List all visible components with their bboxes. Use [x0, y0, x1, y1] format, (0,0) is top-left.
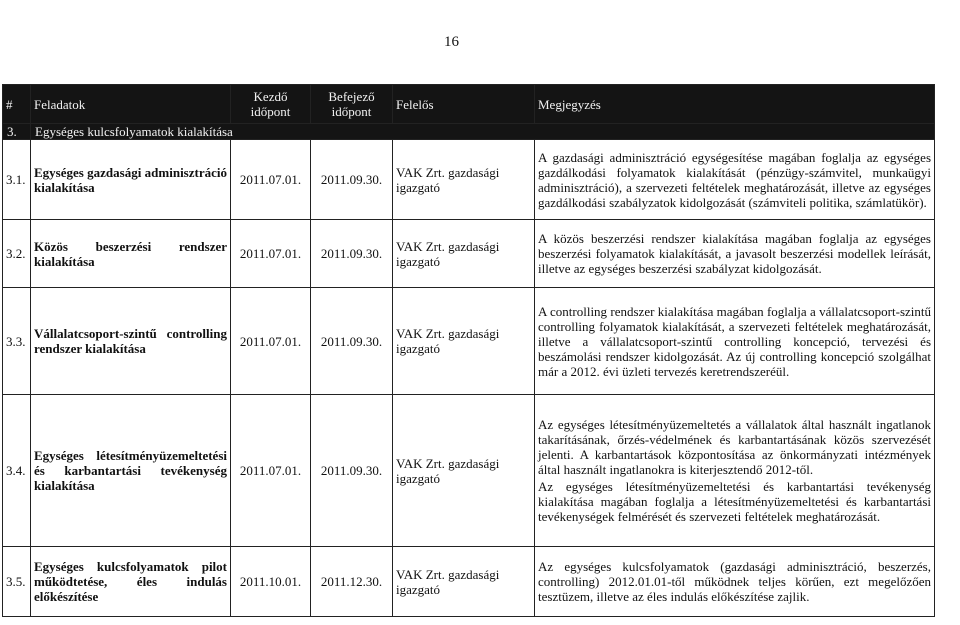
row-task: Egységes kulcsfolyamatok pilot működtetése, éles indulás előkészítése: [31, 547, 231, 617]
row-start: 2011.07.01.: [231, 140, 311, 220]
table-header-row: [3, 85, 935, 124]
note-paragraph: A gazdasági adminisztráció egységesítése magában foglalja az egységes gazdálkodási folyamatok kialakítását (pénzügy-számvitel, munkaügyi adminisztráció), a szervezeti feltételek meghatározását, illetve az egységes gazdálkodási szabályzatok kidolgozását (számviteli politika, számlatükör).: [538, 149, 931, 210]
row-num: 3.1.: [3, 140, 31, 220]
section-num: 3.: [3, 124, 31, 140]
row-responsible: VAK Zrt. gazdasági igazgató: [393, 140, 535, 220]
row-num: 3.3.: [3, 288, 31, 395]
row-end: 2011.09.30.: [311, 220, 393, 288]
table-row: [3, 220, 935, 288]
row-end: 2011.09.30.: [311, 288, 393, 395]
row-num: 3.4.: [3, 395, 31, 547]
section-title: Egységes kulcsfolyamatok kialakítása: [31, 124, 935, 140]
row-end: 2011.09.30.: [311, 395, 393, 547]
header-task: Feladatok: [31, 85, 231, 124]
row-start: 2011.07.01.: [231, 288, 311, 395]
row-num: 3.5.: [3, 547, 31, 617]
table-row: [3, 547, 935, 617]
row-task: Egységes létesítményüzemeltetési és karbantartási tevékenység kialakítása: [31, 395, 231, 547]
header-num: #: [3, 85, 31, 124]
row-end: 2011.12.30.: [311, 547, 393, 617]
section-row: [3, 124, 935, 140]
task-table: [2, 84, 935, 617]
page-number: 16: [444, 34, 459, 50]
note-paragraph: A controlling rendszer kialakítása magában foglalja a vállalatcsoport-szintű controlling folyamatok kialakítását, a szervezeti feltételek meghatározását, illetve a vállalatcsoport-szintű controlling koncepció, tervezési és beszámolási rendszer kidolgozását. Az új controlling koncepció szolgálhat már a 2012. évi üzleti tervezés keretrendszeréül.: [538, 303, 931, 379]
row-responsible: VAK Zrt. gazdasági igazgató: [393, 547, 535, 617]
row-notes: [535, 140, 935, 220]
row-responsible: VAK Zrt. gazdasági igazgató: [393, 395, 535, 547]
row-start: 2011.10.01.: [231, 547, 311, 617]
row-num: 3.2.: [3, 220, 31, 288]
table-row: [3, 140, 935, 220]
header-notes: Megjegyzés: [535, 85, 935, 124]
row-task: Közös beszerzési rendszer kialakítása: [31, 220, 231, 288]
header-end: Befejező időpont: [311, 85, 393, 124]
header-start: Kezdő időpont: [231, 85, 311, 124]
row-task: Egységes gazdasági adminisztráció kialakítása: [31, 140, 231, 220]
note-paragraph: Az egységes létesítményüzemeltetési és karbantartási tevékenység kialakítása magában foglalja a létesítményüzemeltetési és karbantartási tevékenységek felmérését és szervezeti feltételek meghatározását.: [538, 479, 931, 524]
note-paragraph: A közös beszerzési rendszer kialakítása magában foglalja az egységes beszerzési folyamatok kialakítását, a javasolt beszerzési modellek leírását, illetve az egységes beszerzési szabályzat kidolgozását.: [538, 231, 931, 276]
note-paragraph: Az egységes létesítményüzemeltetés a vállalatok által használt ingatlanok takarításának, őrzés-védelmének és karbantartásának közös szervezését jelenti. A karbantartások központosítása az önkormányzati intézmények által használt ingatlanokra is kiterjesztendő 2012-től.: [538, 417, 931, 477]
row-responsible: VAK Zrt. gazdasági igazgató: [393, 220, 535, 288]
note-paragraph: Az egységes kulcsfolyamatok (gazdasági adminisztráció, beszerzés, controlling) 2012.01.01-től működnek teljes körűen, ezt megelőzően tesztüzem, illetve az éles indulás előkészítése zajlik.: [538, 559, 931, 604]
table-row: [3, 288, 935, 395]
row-start: 2011.07.01.: [231, 395, 311, 547]
row-start: 2011.07.01.: [231, 220, 311, 288]
row-notes: [535, 288, 935, 395]
row-responsible: VAK Zrt. gazdasági igazgató: [393, 288, 535, 395]
row-notes: [535, 547, 935, 617]
table-row: [3, 395, 935, 547]
row-task: Vállalatcsoport-szintű controlling rendszer kialakítása: [31, 288, 231, 395]
row-notes: [535, 220, 935, 288]
header-responsible: Felelős: [393, 85, 535, 124]
row-end: 2011.09.30.: [311, 140, 393, 220]
row-notes: [535, 395, 935, 547]
